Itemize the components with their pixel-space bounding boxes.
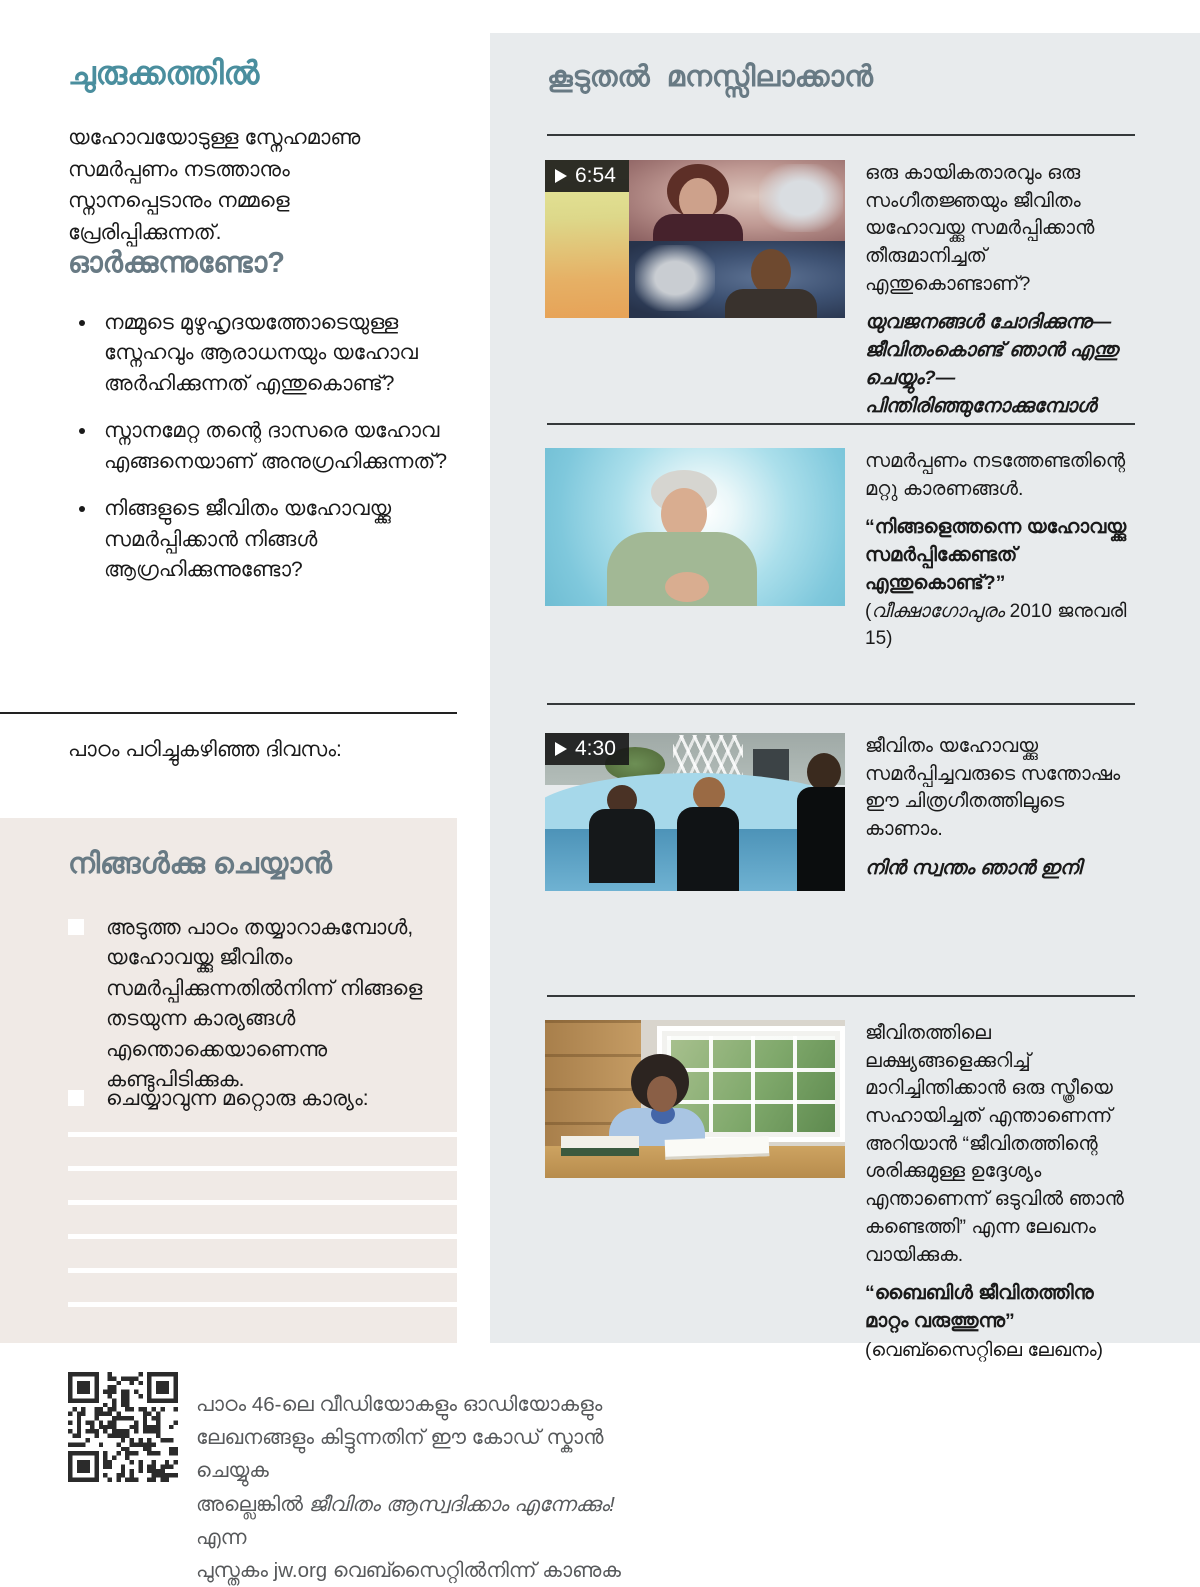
duration-badge — [545, 733, 629, 765]
todo-checkbox-2[interactable] — [68, 1090, 84, 1106]
left-divider — [0, 712, 457, 714]
article-quote-link[interactable]: “ബൈബിൾ ജീവിതത്തിനു മാറ്റം വരുത്തുന്നു” — [865, 1282, 1094, 1332]
remember-item: • നിങ്ങളുടെ ജീവിതം യഹോവയ്ക്കു സമർപ്പിക്കാൻ നിങ്ങൾ ആഗ്രഹിക്കുന്നുണ്ടോ? — [98, 494, 493, 585]
thumbnail-art — [629, 160, 845, 241]
answer-line[interactable] — [68, 1166, 457, 1171]
media-description: ഒരു കായികതാരവും ഒരു സംഗീതജ്ഞയും ജീവിതം യഹോവയ്ക്കു സമർപ്പിക്കാൻ തീരുമാനിച്ചത് എന്തുകൊണ്ടാണ്? — [865, 162, 1095, 295]
footer-line-2: ലേഖനങ്ങളും കിട്ടുന്നതിന് ഈ കോഡ് സ്കാൻ ചെയ്യുക — [196, 1426, 604, 1483]
answer-line[interactable] — [68, 1200, 457, 1205]
remember-heading: ഓർക്കുന്നുണ്ടോ? — [68, 247, 285, 279]
todo-item-2-label: ചെയ്യാവുന്ന മറ്റൊരു കാര്യം: — [106, 1087, 369, 1110]
answer-line[interactable] — [68, 1234, 457, 1239]
play-icon — [555, 742, 567, 756]
footer — [68, 1372, 656, 1587]
media-title-link[interactable]: യുവജനങ്ങൾ ചോദിക്കുന്നു—ജീവിതംകൊണ്ട് ഞാൻ എന്തു ചെയ്യും?—പിന്തിരിഞ്ഞുനോക്കുമ്പോൾ — [865, 311, 1119, 417]
article-quote-link[interactable]: “നിങ്ങളെത്തന്നെ യഹോവയ്ക്കു സമർപ്പിക്കേണ്ടത് എന്തുകൊണ്ട്?” — [865, 516, 1127, 594]
todo-item-2 — [68, 1084, 441, 1114]
remember-list — [68, 308, 493, 603]
media-description: ജീവിതം യഹോവയ്ക്കു സമർപ്പിച്ചവരുടെ സന്തോഷം ഈ ചിത്രഗീതത്തിലൂടെ കാണാം. — [865, 735, 1121, 841]
citation — [865, 599, 1135, 653]
media-item-1 — [545, 160, 1135, 420]
thumbnail-art — [629, 241, 845, 318]
citation-open: ( — [865, 601, 872, 623]
thumbnail-art — [589, 809, 655, 883]
thumbnail-art — [797, 787, 845, 891]
footer-line-3-prefix: അല്ലെങ്കിൽ — [196, 1492, 309, 1516]
photo-thumbnail-woman-studying[interactable] — [545, 1020, 845, 1178]
todo-item-1-label: അടുത്ത പാഠം തയ്യാറാകുമ്പോൾ, യഹോവയ്ക്കു ജീവിതം സമർപ്പിക്കുന്നതിൽനിന്ന് നിങ്ങളെ തടയുന്ന കാര്യങ്ങൾ എന്തൊക്കെയാണെന്നു കണ്ടുപിടിക്കുക. — [106, 916, 423, 1092]
todo-item-1 — [68, 913, 441, 1096]
thumbnail-art — [807, 753, 841, 791]
media-item-4 — [545, 1020, 1135, 1365]
media-item-3 — [545, 733, 1135, 891]
answer-line[interactable] — [68, 1302, 457, 1307]
learn-more-panel — [490, 33, 1200, 1361]
lesson-date-label: പാഠം പഠിച്ചുകഴിഞ്ഞ ദിവസം: — [68, 738, 342, 761]
section-divider — [547, 995, 1135, 997]
thumbnail-art — [693, 777, 725, 811]
thumbnail-art — [677, 807, 739, 891]
video-thumbnail-interview[interactable] — [545, 160, 845, 318]
section-divider — [547, 703, 1135, 705]
thumbnail-art — [653, 214, 743, 244]
thumbnail-art — [561, 1136, 639, 1148]
answer-line[interactable] — [68, 1132, 457, 1137]
todo-checkbox-1[interactable] — [68, 919, 84, 935]
media-description: ജീവിതത്തിലെ ലക്ഷ്യങ്ങളെക്കുറിച്ച് മാറിച്ചിന്തിക്കാൻ ഒരു സ്ത്രീയെ സഹായിച്ചത് എന്താണെന്ന് അറിയാൻ “ജീവിതത്തിന്റെ ശരിക്കുമുള്ള ഉദ്ദേശ്യം എന്താണെന്ന് ഒടുവിൽ ഞാൻ കണ്ടെത്തി” എന്ന ലേഖനം വായിക്കുക. — [865, 1022, 1124, 1266]
media-title-link[interactable]: നിൻ സ്വന്തം ഞാൻ ഇനി — [865, 856, 1082, 879]
todo-heading: നിങ്ങൾക്കു ചെയ്യാൻ — [68, 848, 332, 880]
footer-line-1: പാഠം 46-ലെ വീഡിയോകളും ഓഡിയോകളും — [196, 1393, 603, 1416]
thumbnail-art — [635, 245, 715, 311]
media-item-2 — [545, 448, 1135, 653]
footer-line-4[interactable]: പുസ്തകം jw.org വെബ്സൈറ്റിൽനിന്ന് കാണുക — [196, 1559, 621, 1583]
duration-badge — [545, 160, 629, 192]
duration-text: 4:30 — [575, 737, 616, 760]
learn-more-heading: കൂടുതൽ മനസ്സിലാക്കാൻ — [547, 61, 873, 93]
thumbnail-art — [725, 289, 817, 318]
remember-item: • സ്നാനമേറ്റ തന്റെ ദാസരെ യഹോവ എങ്ങനെയാണ് അനുഗ്രഹിക്കുന്നത്? — [98, 416, 493, 477]
qr-code — [68, 1372, 178, 1482]
summary-heading: ചുരുക്കത്തിൽ — [68, 55, 260, 91]
play-icon — [555, 169, 567, 183]
summary-paragraph: യഹോവയോടുള്ള സ്നേഹമാണു സമർപ്പണം നടത്താനും സ്നാനപ്പെടാനും നമ്മളെ പ്രേരിപ്പിക്കുന്നത്. — [68, 126, 361, 244]
section-divider — [547, 423, 1135, 425]
photo-thumbnail-praying-man[interactable] — [545, 448, 845, 606]
citation: (വെബ്സൈറ്റിലെ ലേഖനം) — [865, 1339, 1103, 1361]
video-thumbnail-baptism[interactable] — [545, 733, 845, 891]
remember-item: • നമ്മുടെ മുഴുഹൃദയത്തോടെയുള്ള സ്നേഹവും ആരാധനയും യഹോവ അർഹിക്കുന്നത് എന്തുകൊണ്ട്? — [98, 308, 493, 399]
todo-box — [0, 818, 457, 1343]
footer-line-3-suffix: എന്ന — [196, 1525, 247, 1549]
citation-date: 2010 ജനുവരി 15) — [865, 601, 1127, 650]
thumbnail-art — [759, 164, 843, 232]
section-divider — [547, 134, 1135, 136]
thumbnail-art — [665, 572, 709, 602]
citation-source: വീക്ഷാഗോപുരം — [871, 601, 1005, 623]
answer-line[interactable] — [68, 1268, 457, 1273]
thumbnail-art — [647, 1076, 677, 1112]
thumbnail-art — [665, 1136, 770, 1160]
media-description: സമർപ്പണം നടത്തേണ്ടതിന്റെ മറ്റു കാരണങ്ങൾ. — [865, 450, 1126, 500]
footer-book-title: ജീവിതം ആസ്വദിക്കാം എന്നേക്കും! — [308, 1492, 615, 1516]
duration-text: 6:54 — [575, 164, 616, 187]
footer-text — [196, 1372, 656, 1587]
